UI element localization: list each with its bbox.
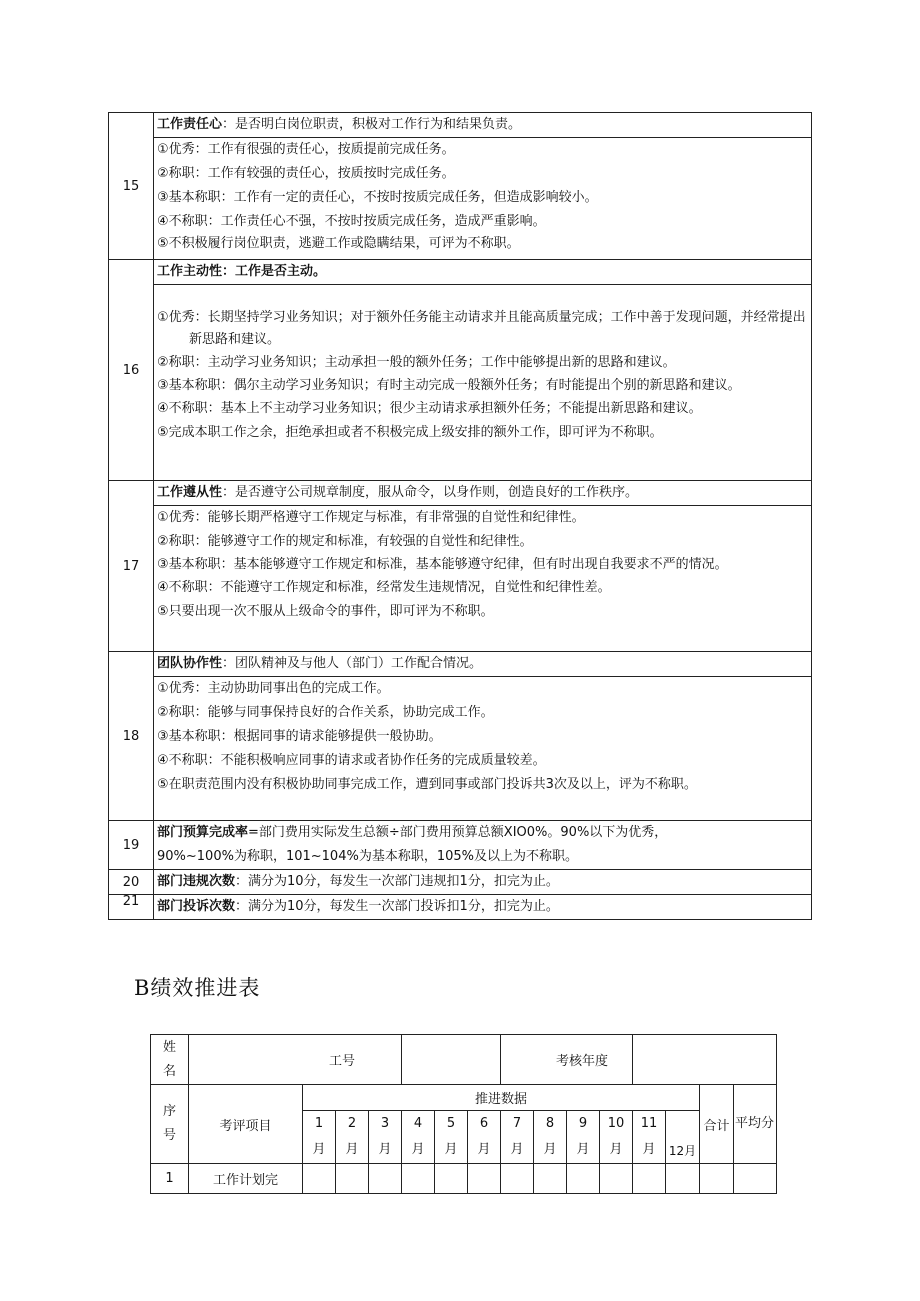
- cell[interactable]: [468, 1164, 501, 1194]
- section-title: B绩效推进表: [134, 976, 261, 1000]
- criterion-desc: ：是否遵守公司规章制度，服从命令，以身作则，创造良好的工作秩序。: [222, 485, 639, 500]
- criterion-title-row: [154, 481, 812, 506]
- level-line: ③基本称职：基本能够遵守工作规定和标准，基本能够遵守纪律，但有时出现自我要求不严的情况。: [157, 557, 728, 572]
- criterion-number: 17: [109, 481, 154, 652]
- level-line: ②称职：能够与同事保持良好的合作关系，协助完成工作。: [157, 705, 494, 720]
- criterion-title: 部门预算完成率: [157, 825, 249, 840]
- level-line: ③基本称职：工作有一定的责任心，不按时按质完成任务，但造成影响较小。: [157, 190, 598, 205]
- criterion-number: 19: [109, 821, 154, 870]
- level-line: ④不称职：工作责任心不强，不按时按质完成任务，造成严重影响。: [157, 214, 546, 229]
- criterion-number: 18: [109, 652, 154, 821]
- data-label: 推进数据: [303, 1085, 700, 1111]
- month-9-header: 9 月: [567, 1111, 600, 1164]
- cell[interactable]: [336, 1164, 369, 1194]
- criterion-number: 16: [109, 260, 154, 481]
- criterion-desc: ：满分为10分，每发生一次部门违规扣1分，扣完为止。: [235, 874, 559, 889]
- row-seq: 1: [151, 1164, 189, 1194]
- month-10-header: 10 月: [600, 1111, 633, 1164]
- cell[interactable]: [567, 1164, 600, 1194]
- month-7-header: 7 月: [501, 1111, 534, 1164]
- criterion-number: 21: [109, 895, 154, 920]
- level-line: ②称职：主动学习业务知识；主动承担一般的额外任务；工作中能够提出新的思路和建议。: [157, 355, 676, 370]
- cell[interactable]: [402, 1164, 435, 1194]
- level-line: ④不称职：不能积极响应同事的请求或者协作任务的完成质量较差。: [157, 753, 546, 768]
- criterion-body: [154, 821, 812, 870]
- level-line: 90%~100%为称职，101~104%为基本称职，105%及以上为不称职。: [157, 849, 578, 864]
- criterion-body: [154, 870, 812, 895]
- cell[interactable]: [534, 1164, 567, 1194]
- level-line: ③基本称职：根据同事的请求能够提供一般协助。: [157, 729, 442, 744]
- level-line: ③基本称职：偶尔主动学习业务知识；有时主动完成一般额外任务；有时能提出个别的新思路和建议。: [157, 378, 741, 393]
- month-11-header: 11 月: [633, 1111, 666, 1164]
- criteria-table: [108, 112, 812, 920]
- criterion-body: [154, 895, 812, 920]
- cell[interactable]: [666, 1164, 700, 1194]
- avg-label: 平均分: [734, 1085, 777, 1164]
- seq-label: 序号: [151, 1085, 189, 1164]
- criterion-title-row: [154, 260, 812, 285]
- criterion-desc: ：团队精神及与他人（部门）工作配合情况。: [222, 656, 483, 671]
- cell[interactable]: [633, 1164, 666, 1194]
- criterion-desc: ：工作是否主动。: [222, 264, 327, 279]
- cell[interactable]: [501, 1164, 534, 1194]
- month-1-header: 1 月: [303, 1111, 336, 1164]
- criterion-levels: [154, 138, 812, 260]
- id-label: 工号: [329, 1054, 356, 1069]
- level-line: ①优秀：主动协助同事出色的完成工作。: [157, 681, 390, 696]
- year-value-cell[interactable]: [633, 1035, 777, 1085]
- level-line: ⑤在职责范围内没有积极协助同事完成工作，遭到同事或部门投诉共3次及以上，评为不称职。: [157, 777, 697, 792]
- criterion-title: 部门投诉次数: [157, 899, 236, 914]
- criterion-title: 工作遵从性: [157, 485, 223, 500]
- month-3-header: 3 月: [369, 1111, 402, 1164]
- cell[interactable]: [303, 1164, 336, 1194]
- name-label: 姓名: [151, 1035, 189, 1085]
- cell[interactable]: [435, 1164, 468, 1194]
- level-line: ②称职：工作有较强的责任心，按质按时完成任务。: [157, 166, 455, 181]
- month-12-header: [666, 1111, 700, 1138]
- month-4-header: 4 月: [402, 1111, 435, 1164]
- criterion-levels: [154, 677, 812, 821]
- criterion-number: 20: [109, 870, 154, 895]
- criterion-title: 部门违规次数: [157, 874, 236, 889]
- cell[interactable]: [369, 1164, 402, 1194]
- row-item: 工作计划完: [189, 1164, 303, 1194]
- level-line: ②称职：能够遵守工作的规定和标准，有较强的自觉性和纪律性。: [157, 534, 533, 549]
- criterion-title-row: [154, 113, 812, 138]
- criterion-number: 15: [109, 113, 154, 260]
- criterion-title: 工作责任心: [157, 117, 223, 132]
- month-12-label: 12月: [666, 1137, 700, 1164]
- level-line: ⑤不积极履行岗位职责，逃避工作或隐瞒结果，可评为不称职。: [157, 236, 520, 251]
- criterion-levels: [154, 506, 812, 652]
- item-label: 考评项目: [189, 1085, 303, 1164]
- criterion-desc: =部门费用实际发生总额÷部门费用预算总额XIO0%。90%以下为优秀，: [248, 825, 668, 840]
- level-line: ④不称职：基本上不主动学习业务知识；很少主动请求承担额外任务；不能提出新思路和建议。: [157, 401, 702, 416]
- year-label-cell: [501, 1035, 633, 1085]
- criterion-levels: [154, 285, 812, 481]
- level-line: ①优秀：能够长期严格遵守工作规定与标准，有非常强的自觉性和纪律性。: [157, 510, 585, 525]
- cell[interactable]: [600, 1164, 633, 1194]
- cell[interactable]: [734, 1164, 777, 1194]
- year-label: 考核年度: [556, 1054, 609, 1069]
- cell[interactable]: [700, 1164, 734, 1194]
- criterion-desc: ：满分为10分，每发生一次部门投诉扣1分，扣完为止。: [235, 899, 559, 914]
- id-label-cell: [189, 1035, 402, 1085]
- month-6-header: 6 月: [468, 1111, 501, 1164]
- criterion-title: 团队协作性: [157, 656, 223, 671]
- criterion-desc: ：是否明白岗位职责，积极对工作行为和结果负责。: [222, 117, 522, 132]
- level-line: ⑤只要出现一次不服从上级命令的事件，即可评为不称职。: [157, 604, 494, 619]
- criterion-title: 工作主动性: [157, 264, 223, 279]
- id-value-cell[interactable]: [402, 1035, 501, 1085]
- month-2-header: 2 月: [336, 1111, 369, 1164]
- level-line: ①优秀：工作有很强的责任心，按质提前完成任务。: [157, 142, 455, 157]
- month-5-header: 5 月: [435, 1111, 468, 1164]
- level-line: ①优秀：长期坚持学习业务知识；对于额外任务能主动请求并且能高质量完成；工作中善于发现问题，并经常提出新思路和建议。: [157, 310, 806, 347]
- total-label: 合计: [700, 1085, 734, 1164]
- criterion-title-row: [154, 652, 812, 677]
- performance-push-table: [150, 1034, 777, 1194]
- level-line: ④不称职：不能遵守工作规定和标准，经常发生违规情况，自觉性和纪律性差。: [157, 580, 611, 595]
- level-line: ⑤完成本职工作之余，拒绝承担或者不积极完成上级安排的额外工作，即可评为不称职。: [157, 425, 663, 440]
- month-8-header: 8 月: [534, 1111, 567, 1164]
